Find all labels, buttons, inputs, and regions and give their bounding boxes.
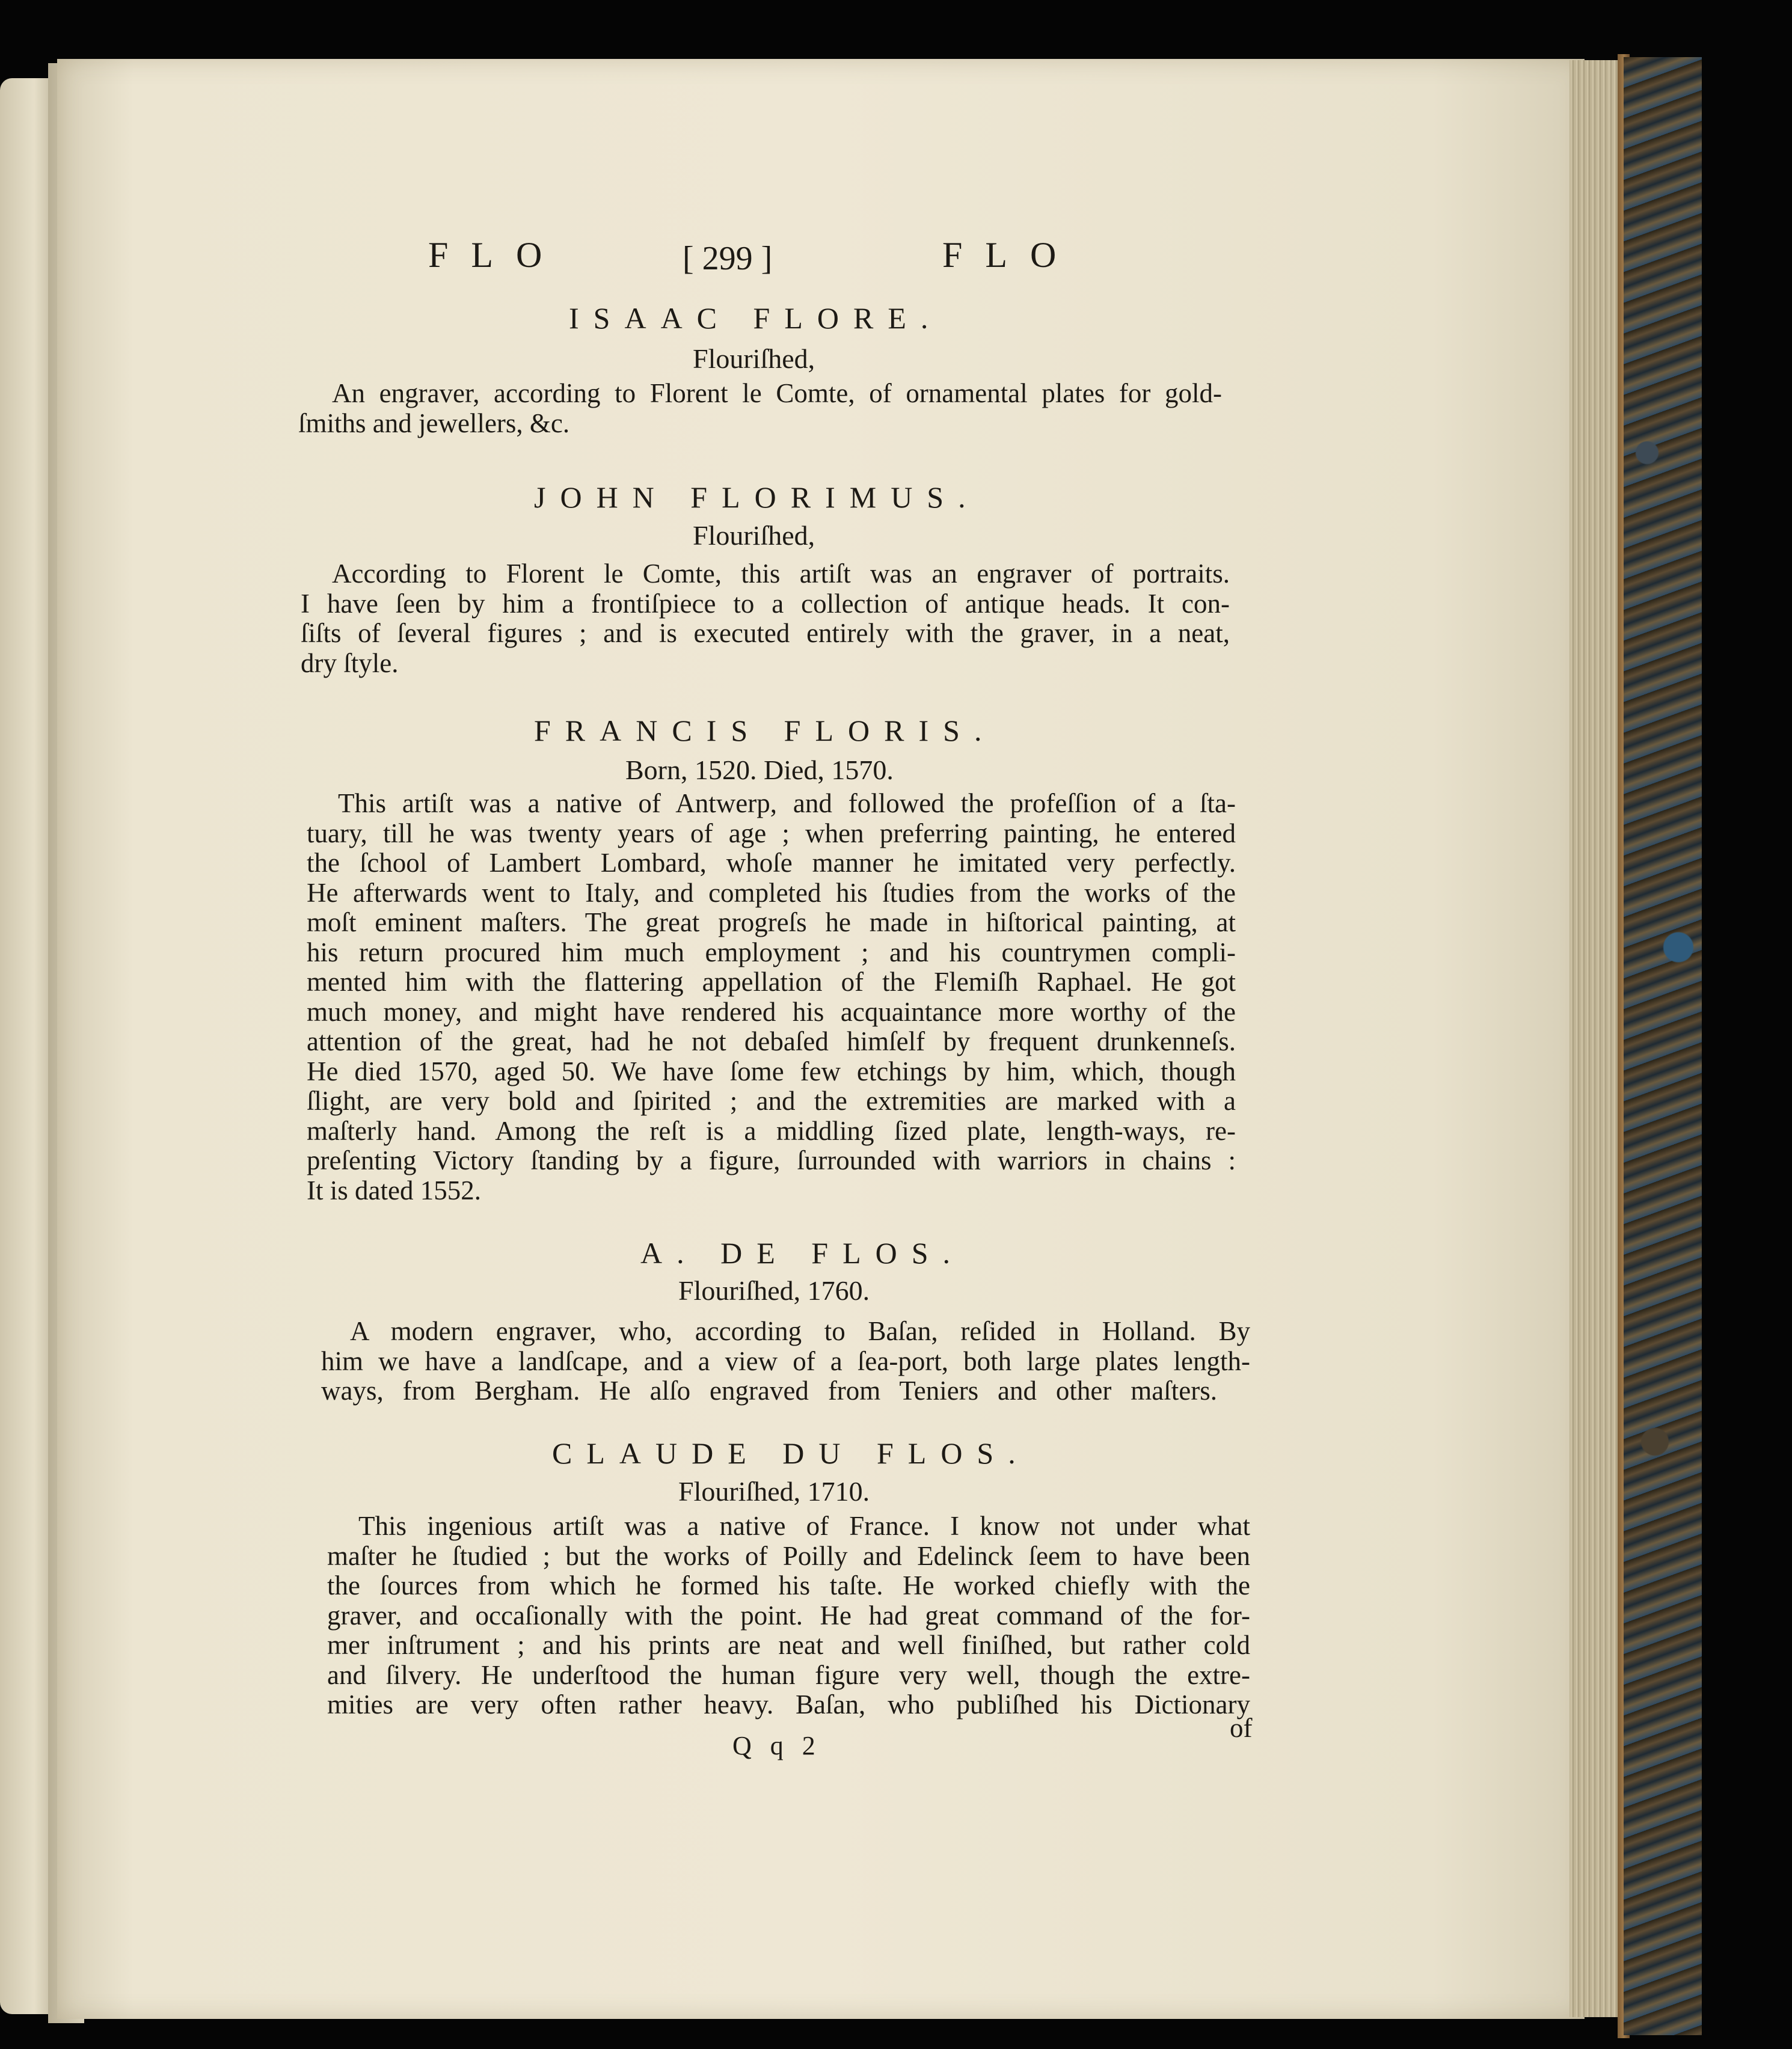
entry-text	[298, 378, 1222, 438]
text-line: maſterly hand. Among the reſt is a middling ſized plate, length-ways, re-	[307, 1115, 1236, 1146]
entry-dates: Born, 1520. Died, 1570.	[625, 755, 894, 785]
text-line: tuary, till he was twenty years of age ; when preferring painting, he entered	[307, 818, 1236, 848]
text-line: mities are very often rather heavy. Baſan, who publiſhed his Dictionary	[327, 1689, 1250, 1720]
text-line: preſenting Victory ſtanding by a figure, ſurrounded with warriors in chains :	[307, 1145, 1236, 1175]
text-line: It is dated 1552.	[307, 1175, 481, 1205]
text-line: An engraver, according to Florent le Comte, of ornamental plates for gold-	[332, 378, 1222, 408]
text-line: moſt eminent maſters. The great progreſs he made in hiſtorical painting, at	[307, 907, 1236, 937]
text-line: He afterwards went to Italy, and completed his ſtudies from the works of the	[307, 877, 1236, 908]
entry-heading: ISAAC FLORE.	[569, 301, 943, 335]
catchword: of	[1230, 1713, 1253, 1743]
text-line: him we have a landſcape, and a view of a ſea-port, both large plates length-	[321, 1346, 1250, 1376]
text-line: ſmiths and jewellers, &c.	[298, 408, 570, 438]
entry-heading: FRANCIS FLORIS.	[534, 714, 996, 747]
text-line: According to Florent le Comte, this artiſt was an engraver of portraits.	[332, 559, 1230, 589]
entry-heading: JOHN FLORIMUS.	[534, 480, 980, 514]
text-line: A modern engraver, who, according to Baſan, reſided in Holland. By	[350, 1316, 1250, 1346]
marbled-cover	[1624, 57, 1702, 2035]
text-line: I have ſeen by him a frontiſpiece to a collection of antique heads. It con-	[301, 588, 1230, 619]
running-head-left: FLO	[428, 235, 565, 275]
text-line: ways, from Bergham. He alſo engraved from Teniers and other maſters.	[321, 1376, 1217, 1406]
text-line: attention of the great, had he not debaſed himſelf by frequent drunkenneſs.	[307, 1026, 1236, 1056]
text-line: mer inſtrument ; and his prints are neat and well finiſhed, but rather cold	[327, 1630, 1250, 1660]
entry-dates: Flouriſhed, 1710.	[678, 1476, 870, 1507]
text-line: his return procured him much employment ; and his countrymen compli-	[307, 937, 1236, 967]
text-line: ſlight, are very bold and ſpirited ; and the extremities are marked with a	[307, 1086, 1236, 1116]
text-line: ſiſts of ſeveral figures ; and is executed entirely with the graver, in a neat,	[301, 618, 1230, 648]
entry-heading: CLAUDE DU FLOS.	[552, 1436, 1030, 1470]
entry-heading: A. DE FLOS.	[640, 1236, 965, 1270]
entry-dates: Flouriſhed,	[693, 520, 815, 551]
running-head-right: FLO	[942, 235, 1079, 275]
signature-mark: Q q 2	[732, 1731, 821, 1760]
text-line: graver, and occaſionally with the point. He had great command of the for-	[327, 1600, 1250, 1631]
text-line: much money, and might have rendered his acquaintance more worthy of the	[307, 996, 1236, 1027]
text-line: He died 1570, aged 50. We have ſome few etchings by him, which, though	[307, 1056, 1236, 1086]
entry-text	[307, 789, 1236, 1205]
entry-dates: Flouriſhed, 1760.	[678, 1275, 870, 1306]
entry-dates: Flouriſhed,	[693, 343, 815, 374]
entry-text	[321, 1317, 1250, 1406]
text-line: mented him with the flattering appellation of the Flemiſh Raphael. He got	[307, 967, 1236, 997]
text-line: the ſchool of Lambert Lombard, whoſe manner he imitated very perfectly.	[307, 848, 1236, 878]
entry-text	[301, 559, 1230, 678]
page-number: [ 299 ]	[683, 240, 773, 277]
text-line: the ſources from which he formed his taſte. He worked chiefly with the	[327, 1570, 1250, 1600]
text-line: dry ſtyle.	[301, 648, 399, 678]
text-line: This artiſt was a native of Antwerp, and followed the profeſſion of a ſta-	[338, 788, 1236, 818]
text-line: This ingenious artiſt was a native of France. I know not under what	[358, 1511, 1250, 1541]
text-line: maſter he ſtudied ; but the works of Poilly and Edelinck ſeem to have been	[327, 1540, 1250, 1571]
text-line: and ſilvery. He underſtood the human figure very well, though the extre-	[327, 1659, 1250, 1690]
entry-text	[327, 1511, 1250, 1720]
